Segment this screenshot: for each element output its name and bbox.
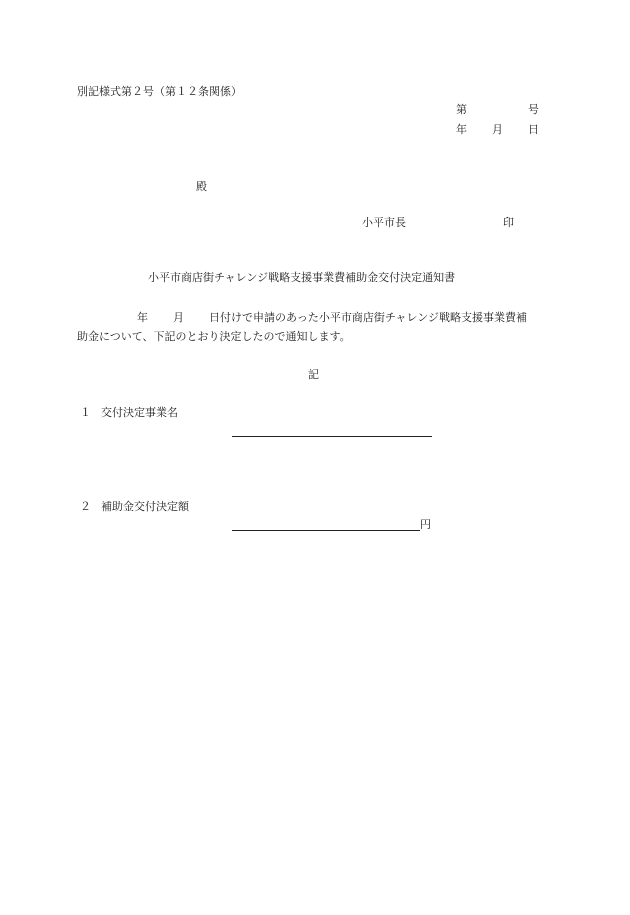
body-year-label: 年 xyxy=(137,311,148,324)
item-2-underline xyxy=(232,530,420,531)
body-text-line-2: 助金について、下記のとおり決定したので通知します。 xyxy=(77,330,351,343)
body-text-line-1: 日付けで申請のあった小平市商店街チャレンジ戦略支援事業費補 xyxy=(209,311,528,324)
item-1-number: １ xyxy=(80,406,91,419)
item-2-number: ２ xyxy=(80,500,91,513)
document-title: 小平市商店街チャレンジ戦略支援事業費補助金交付決定通知書 xyxy=(148,271,456,284)
body-month-label: 月 xyxy=(173,311,184,324)
seal-mark: 印 xyxy=(503,216,514,229)
issuer-name: 小平市長 xyxy=(362,216,406,229)
date-year-label: 年 xyxy=(456,123,467,136)
document-number-prefix: 第 xyxy=(456,103,467,116)
form-label: 別記様式第２号（第１２条関係） xyxy=(77,85,242,98)
item-1-label: 交付決定事業名 xyxy=(101,406,178,419)
document-number-suffix: 号 xyxy=(528,103,539,116)
item-2-label: 補助金交付決定額 xyxy=(101,500,189,513)
yen-unit: 円 xyxy=(420,518,431,531)
addressee-suffix: 殿 xyxy=(196,180,207,193)
ki-heading: 記 xyxy=(308,368,319,381)
date-day-label: 日 xyxy=(528,123,539,136)
date-month-label: 月 xyxy=(492,123,503,136)
item-1-underline xyxy=(232,436,432,437)
